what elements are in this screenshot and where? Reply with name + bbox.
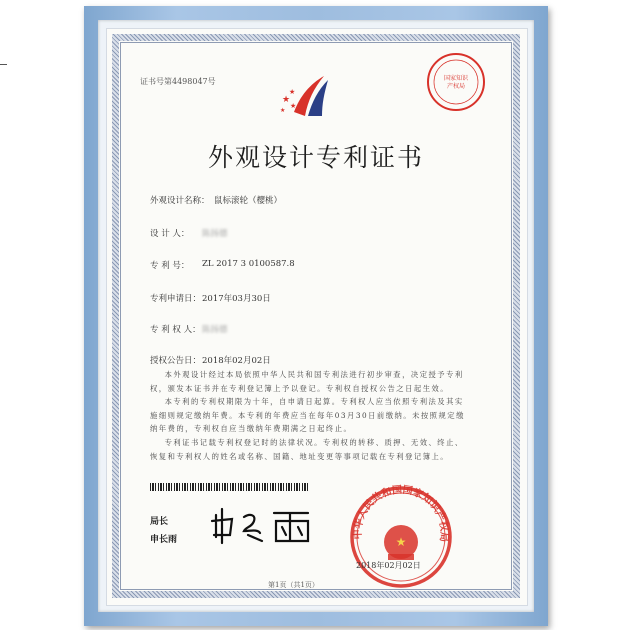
field-label-grant-date: 授权公告日： bbox=[150, 356, 202, 366]
field-label-filing-date: 专利申请日： bbox=[150, 294, 202, 304]
barcode bbox=[150, 483, 308, 491]
body-paragraph: 本外观设计经过本局依照中华人民共和国专利法进行初步审查，决定授予专利权，颁发本证书并在专利登记簿上予以登记。专利权自授权公告之日起生效。 bbox=[150, 370, 464, 393]
chief-name: 申长雨 bbox=[150, 535, 178, 545]
logo-star: ★ bbox=[280, 107, 286, 114]
field-value-patentee: 陈扬德 bbox=[202, 325, 228, 335]
seal-date: 2018年02月02日 bbox=[356, 561, 421, 570]
field-value-design-name: 鼠标滚轮（樱桃） bbox=[214, 196, 283, 206]
logo-star: ★ bbox=[290, 102, 297, 110]
certificate-body bbox=[150, 368, 470, 463]
field-value-grant-date: 2018年02月02日 bbox=[202, 356, 271, 366]
logo-blue-swoosh bbox=[308, 80, 328, 116]
field-label-design-name: 外观设计名称： bbox=[150, 196, 210, 206]
page-footer: 第1页（共1页） bbox=[268, 581, 319, 589]
official-seal bbox=[348, 484, 454, 590]
body-paragraph: 本专利的专利权期限为十年，自申请日起算。专利权人应当依照专利法及其实施细则规定缴纳年费。本专利的年费应当在每年03月30日前缴纳。未按照规定缴纳年费的，专利权自应当缴纳年费期满之日起终止。 bbox=[150, 397, 465, 434]
svg-text:产权局: 产权局 bbox=[446, 83, 466, 90]
certificate-title: 外观设计专利证书 bbox=[208, 143, 425, 172]
cnipa-logo bbox=[278, 72, 336, 120]
field-value-designer: 陈扬德 bbox=[202, 229, 228, 239]
field-label-patent-no: 专 利 号： bbox=[150, 261, 190, 271]
certificate-number: 证书号第4498047号 bbox=[140, 77, 216, 86]
logo-star: ★ bbox=[282, 95, 291, 105]
field-value-patent-no: ZL 2017 3 0100587.8 bbox=[202, 259, 295, 269]
edge-mark bbox=[0, 64, 7, 65]
field-label-patentee: 专 利 权 人： bbox=[150, 325, 201, 335]
svg-text:★: ★ bbox=[395, 535, 407, 549]
logo-star: ★ bbox=[289, 88, 296, 96]
chief-label: 局长 bbox=[150, 517, 169, 527]
chief-signature bbox=[210, 505, 320, 545]
body-paragraph: 专利证书记载专利权登记时的法律状况。专利权的转移、质押、无效、终止、恢复和专利权人的姓名或名称、国籍、地址变更等事项记载在专利登记簿上。 bbox=[150, 437, 464, 461]
svg-text:中华人民共和国国家知识产权局: 中华人民共和国国家知识产权局 bbox=[352, 484, 450, 543]
corner-seal bbox=[424, 50, 488, 114]
field-value-filing-date: 2017年03月30日 bbox=[202, 294, 271, 304]
field-label-designer: 设 计 人： bbox=[150, 229, 190, 239]
svg-text:国家知识: 国家知识 bbox=[443, 75, 469, 82]
